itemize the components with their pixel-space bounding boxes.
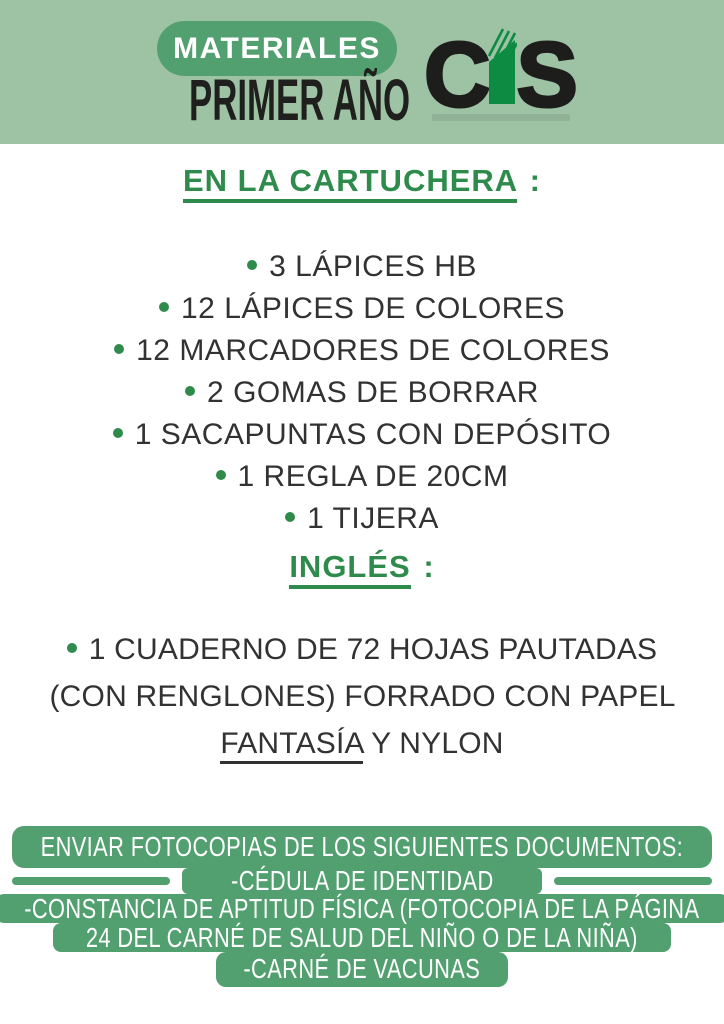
underlined-word: FANTASÍA <box>220 727 363 764</box>
cis-logo <box>424 24 576 126</box>
footer-line <box>182 865 543 896</box>
item-label: 2 GOMAS DE BORRAR <box>207 376 539 409</box>
item-label: 1 SACAPUNTAS CON DEPÓSITO <box>134 418 612 451</box>
footer-line-text: 24 DEL CARNÉ DE SALUD DEL NIÑO O DE LA NIÑA) <box>86 921 638 953</box>
divider-bar-icon <box>12 877 170 885</box>
footer-line <box>216 952 508 987</box>
footer-line-text: -CÉDULA DE IDENTIDAD <box>230 865 494 896</box>
item-label: 1 TIJERA <box>307 502 439 535</box>
list-item <box>0 330 724 372</box>
bullet-icon <box>185 386 195 396</box>
list-item <box>0 246 724 288</box>
list-item <box>0 372 724 414</box>
divider-bar-icon <box>554 877 712 885</box>
page-title: PRIMER AÑO <box>189 68 411 133</box>
section-heading-ingles <box>0 549 724 585</box>
bullet-icon <box>114 344 124 354</box>
badge-label: MATERIALES <box>173 31 381 65</box>
bullet-icon <box>67 643 77 653</box>
item-label: 3 LÁPICES HB <box>269 250 477 283</box>
notebook-paragraph <box>40 626 684 767</box>
footer-line-text: -CONSTANCIA DE APTITUD FÍSICA (FOTOCOPIA DE LA PÁGINA <box>24 892 700 924</box>
list-item <box>0 498 724 540</box>
item-label: 12 MARCADORES DE COLORES <box>136 334 610 367</box>
section-heading-cartuchera <box>0 163 724 199</box>
footer-line <box>12 826 712 868</box>
list-item <box>0 456 724 498</box>
bullet-icon <box>159 302 169 312</box>
footer-line-text: ENVIAR FOTOCOPIAS DE LOS SIGUIENTES DOCUMENTOS: <box>40 831 684 862</box>
heading-underline-text: EN LA CARTUCHERA <box>183 163 517 203</box>
paragraph-suffix: Y NYLON <box>371 727 504 760</box>
heading-colon: : <box>423 549 435 584</box>
header-banner <box>0 0 724 144</box>
logo-letter-c: C <box>424 24 489 126</box>
bullet-icon <box>216 470 226 480</box>
list-item <box>0 414 724 456</box>
bullet-icon <box>113 428 123 438</box>
bullet-icon <box>247 260 257 270</box>
supplies-list <box>0 246 724 540</box>
logo-tagline-faint <box>432 114 570 121</box>
heading-colon: : <box>529 163 541 198</box>
bullet-icon <box>285 512 295 522</box>
footer-line <box>53 923 671 952</box>
footer-divider-row <box>12 865 712 896</box>
paragraph-text: 1 CUADERNO DE 72 HOJAS PAUTADAS (CON RENGLONES) FORRADO CON PAPEL <box>49 633 675 713</box>
logo-letter-s: S <box>516 24 576 126</box>
item-label: 1 REGLA DE 20CM <box>237 460 509 493</box>
footer-line <box>0 894 724 923</box>
item-label: 12 LÁPICES DE COLORES <box>181 292 565 325</box>
logo-i-bar-icon <box>487 26 517 104</box>
footer-banner <box>0 826 724 987</box>
footer-line-text: -CARNÉ DE VACUNAS <box>243 953 481 984</box>
list-item <box>0 288 724 330</box>
heading-underline-text: INGLÉS <box>289 549 410 589</box>
